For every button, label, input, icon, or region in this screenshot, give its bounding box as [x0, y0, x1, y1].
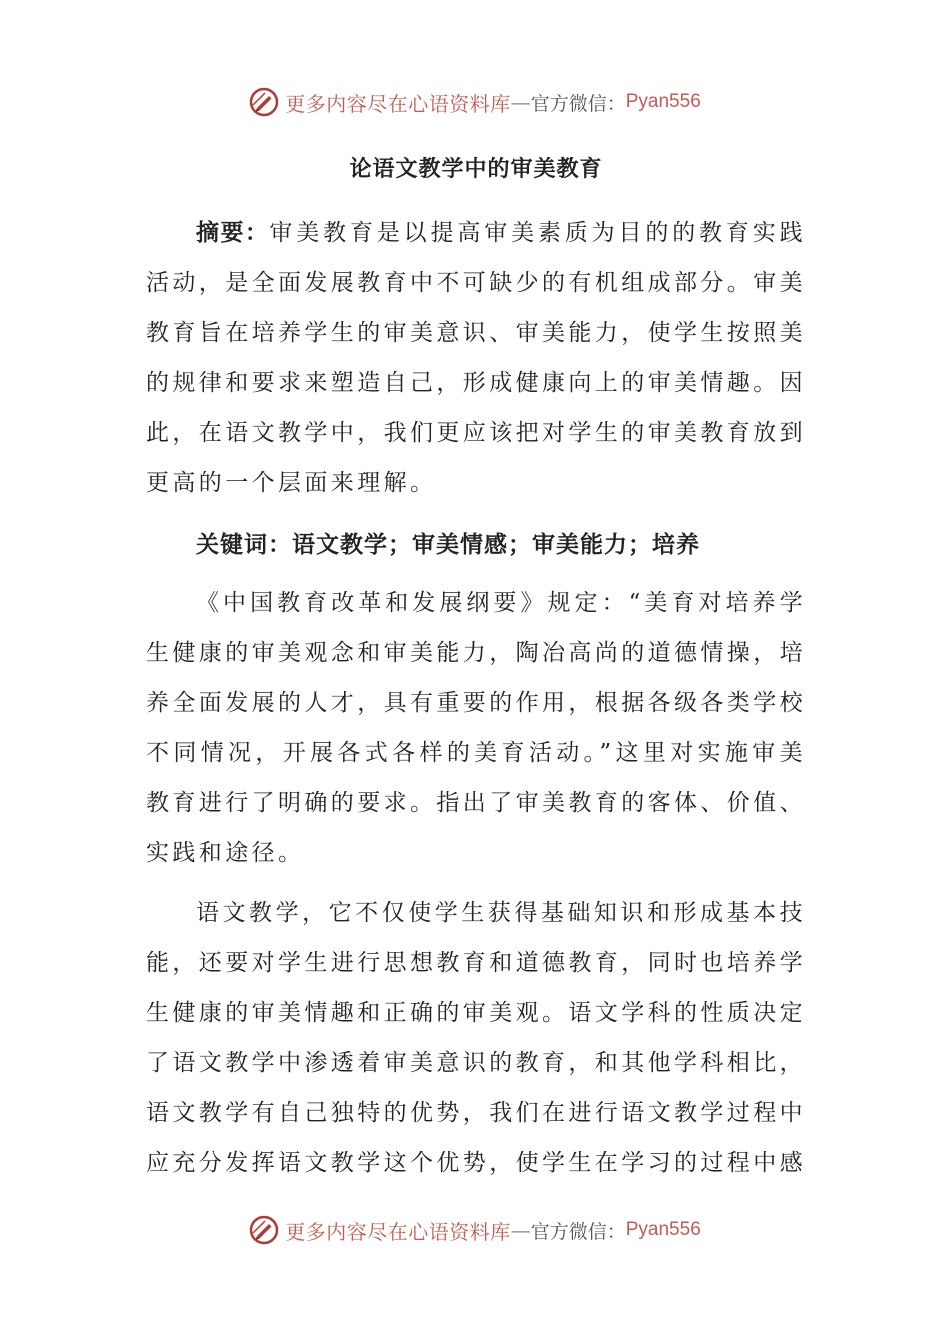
watermark-wechat-id: Pyan556	[625, 91, 701, 112]
pen-logo-icon	[249, 87, 279, 117]
watermark-label: 官方微信：	[530, 1220, 626, 1243]
abstract-label: 摘要：	[196, 220, 270, 246]
abstract-paragraph	[146, 208, 806, 508]
footer-watermark	[0, 1210, 950, 1250]
watermark-separator: —	[510, 1218, 531, 1242]
keywords-line: 关键词：语文教学；审美情感；审美能力；培养	[196, 532, 700, 558]
document-title: 论语文教学中的审美教育	[349, 157, 603, 182]
pen-logo-icon	[249, 1215, 279, 1245]
body-paragraph-1: 《中国教育改革和发展纲要》规定：“美育对培养学生健康的审美观念和审美能力，陶冶高尚的道德情操，培养全面发展的人才，具有重要的作用，根据各级各类学校不同情况，开展各式各样的美育活动。”这里对实施审美教育进行了明确的要求。指出了审美教育的客体、价值、实践和途径。	[146, 590, 806, 866]
watermark-wechat-id: Pyan556	[625, 1219, 701, 1240]
watermark-separator: —	[510, 90, 531, 114]
body-paragraph-2: 语文教学，它不仅使学生获得基础知识和形成基本技能，还要对学生进行思想教育和道德教育，同时也培养学生健康的审美情趣和正确的审美观。语文学科的性质决定了语文教学中渗透着审美意识的教育，和其他学科相比，语文教学有自己独特的优势，我们在进行语文教学过程中应充分发挥语文教学这个优势，使学生在学习的过程中感	[146, 900, 806, 1176]
header-watermark	[0, 82, 950, 122]
watermark-label: 官方微信：	[530, 92, 626, 115]
watermark-text: 更多内容尽在心语资料库	[285, 91, 511, 116]
document-body	[146, 150, 806, 1188]
abstract-text: 审美教育是以提高审美素质为目的的教育实践活动，是全面发展教育中不可缺少的有机组成部分。审美教育旨在培养学生的审美意识、审美能力，使学生按照美的规律和要求来塑造自己，形成健康向上的审美情趣。因此，在语文教学中，我们更应该把对学生的审美教育放到更高的一个层面来理解。	[146, 220, 807, 496]
watermark-text: 更多内容尽在心语资料库	[285, 1219, 511, 1244]
